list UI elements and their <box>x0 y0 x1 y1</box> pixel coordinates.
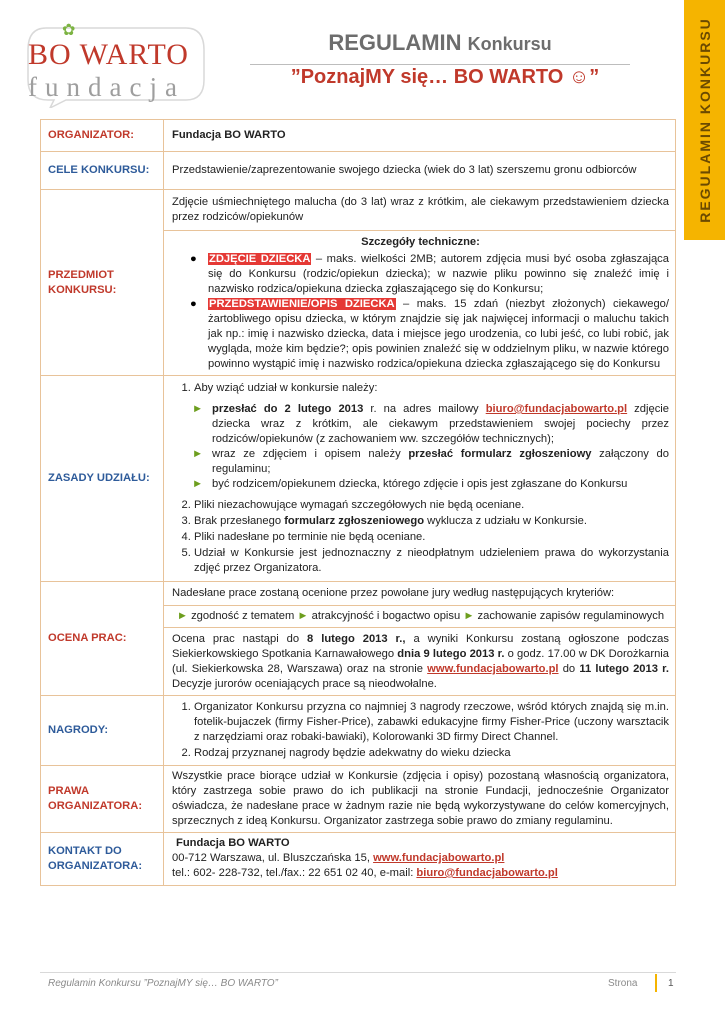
footer-title: Regulamin Konkursu ”PoznajMY się… BO WARTO” <box>48 978 278 989</box>
label-przedmiot: PRZEDMIOT KONKURSU: <box>41 190 164 376</box>
label-prawa: PRAWA ORGANIZATORA: <box>41 766 164 833</box>
ocena-p4-bold: 11 lutego 2013 r. <box>579 663 669 675</box>
ocena-p2: a wyniki Konkursu zostaną ogłoszone podczas Siekierkowskiego Spotkania Karnawałowego <box>172 633 670 660</box>
arrow-right-icon: ► <box>297 610 309 622</box>
footer-page-number: 1 <box>668 978 674 989</box>
row-prawa <box>41 766 676 833</box>
email-link[interactable]: biuro@fundacjabowarto.pl <box>485 403 628 415</box>
footer-divider <box>40 972 676 973</box>
side-tab <box>684 0 725 240</box>
zasady-sub-2-pre: wraz ze zdjęciem i opisem należy <box>212 448 409 460</box>
footer-page-label: Strona <box>608 978 638 989</box>
zasady-list <box>172 381 669 576</box>
zasady-sub-3-text: być rodzicem/opiekunem dziecka, którego zdjęcie i opis jest zgłaszane do Konkursu <box>212 478 628 490</box>
zasady-sub-1 <box>192 402 669 447</box>
arrow-right-icon: ► <box>192 403 204 415</box>
zasady-sub-1-pre: r. na adres mailowy <box>363 403 486 415</box>
tech-item-photo <box>172 252 669 297</box>
footer-separator <box>655 974 657 992</box>
value-prawa: Wszystkie prace biorące udział w Konkursie (zdjęcia i opisy) pozostaną własnością organizatora, który zastrzega sobie prawo do ich publikacji na stronie Fundacji, jednocześnie Organizator oświadcza, że nadesłane prace w żadnym razie nie będą wykorzystywane do celów komercyjnych, sprzecznych z ideą Konkursu. Organizator zastrzega sobie prawo do zmiany regulaminu. <box>164 766 676 833</box>
ocena-p2-bold: dnia 9 lutego 2013 r. <box>397 648 505 660</box>
zasady-sub-2-post: załączony do regulaminu; <box>212 448 669 475</box>
arrow-right-icon: ► <box>176 610 188 622</box>
kontakt-cell <box>164 833 676 886</box>
arrow-right-icon: ► <box>463 610 475 622</box>
bullet-icon: ● <box>190 298 197 310</box>
foundation-logo <box>22 18 212 113</box>
label-ocena: OCENA PRAC: <box>41 582 164 696</box>
zasady-sublist <box>172 402 669 492</box>
zasady-cell <box>164 376 676 582</box>
kontakt-phone-text: tel.: 602- 228-732, tel./fax.: 22 651 02 40, e-mail: <box>172 867 417 879</box>
zasady-sub-2-bold: przesłać formularz zgłoszeniowy <box>408 448 592 460</box>
zasady-sub-1-bold: przesłać do 2 lutego 2013 <box>212 403 364 415</box>
ocena-intro: Nadesłane prace zostaną ocenione przez powołane jury według następujących kryteriów: <box>172 587 615 599</box>
title-main: REGULAMIN <box>328 30 462 55</box>
zasady-item-3 <box>194 514 669 529</box>
row-cele <box>41 152 676 190</box>
ocena-criteria <box>164 606 675 628</box>
logo-bottom-text: fundacja <box>28 72 185 102</box>
tech-item-photo-text: – maks. wielkości 2MB; autorem zdjęcia musi być osoba zgłaszająca się do Konkursu (rodzic/opiekun dziecka); w nazwie pliku powinno się znaleźć imię i nazwisko rodzica/opiekuna dziecka zgłaszającego się do Konkursu; <box>208 253 669 295</box>
tech-list <box>172 252 669 372</box>
zasady-item-2: 2. Pliki niezachowujące wymagań szczegółowych nie będą oceniane. <box>194 498 669 513</box>
kontakt-address-text: 00-712 Warszawa, ul. Bluszczańska 15, <box>172 852 374 864</box>
zasady-sub-3 <box>192 477 669 492</box>
kontakt-name: Fundacja BO WARTO <box>176 837 290 849</box>
ocena-p3: o godz. 17.00 w DK Dorożkarnia (ul. Siekierkowska 28, Warszawa) oraz na stronie <box>172 648 669 675</box>
label-zasady: ZASADY UDZIAŁU: <box>41 376 164 582</box>
tech-details <box>164 231 675 376</box>
przedmiot-cell <box>164 190 676 376</box>
ocena-details <box>164 628 675 696</box>
tech-title: Szczegóły techniczne: <box>361 236 480 248</box>
nagrody-cell <box>164 696 676 766</box>
flower-icon: ✿ <box>62 22 76 39</box>
label-cele: CELE KONKURSU: <box>41 152 164 190</box>
zasady-item-3-post: wyklucza z udziału w Konkursie. <box>424 515 587 527</box>
website-link[interactable]: www.fundacjabowarto.pl <box>427 663 559 675</box>
contest-name: ”PoznajMY się… BO WARTO ☺” <box>290 66 600 88</box>
nagrody-item-2: 2. Rodzaj przyznanej nagrody będzie adekwatny do wieku dziecka <box>194 746 669 761</box>
zasady-item-1-text: Aby wziąć udział w konkursie należy: <box>194 382 378 394</box>
bullet-icon: ● <box>190 253 197 265</box>
label-kontakt: KONTAKT DO ORGANIZATORA: <box>41 833 164 886</box>
tech-item-photo-highlight: ZDJĘCIE DZIECKA <box>209 253 311 265</box>
zasady-item-5: 5. Udział w Konkursie jest jednoznaczny z nieodpłatnym udzieleniem prawa do wykorzystania zdjęć przez Organizatora. <box>194 546 669 576</box>
nagrody-item-1: 1. Organizator Konkursu przyzna co najmniej 3 nagrody rzeczowe, wśród których znajdą się m.in. fotelik-bujaczek (firmy Fisher-Price), zabawki edukacyjne firmy Fisher-Price (uczony warsztacik z narzędziami oraz robaki-bawiaki), Kolorowanki 3D firmy Direct Channel. <box>194 700 669 745</box>
tech-item-description-highlight: PRZEDSTAWIENIE/OPIS DZIECKA <box>209 298 395 310</box>
przedmiot-subtable <box>164 190 675 375</box>
przedmiot-intro: Zdjęcie uśmiechniętego malucha (do 3 lat) wraz z krótkim, ale ciekawym przedstawieniem dziecka przez rodziców/opiekunów <box>172 196 669 223</box>
tech-item-description-text: – maks. 15 zdań (niezbyt złożonych) ciekawego/żartobliwego opisu dziecka, w którym znajdzie się jak najwięcej informacji o maluchu takich jak np.: imię i nazwisko dziecka, data i miejsce jego urodzenia, co lubi jeść, co lubi robić, jak wygląda, może kim będzie?; opis powinien znaleźć się w oddzielnym pliku, w nazwie którego powinno wystąpić imię i nazwisko rodzica/opiekuna dziecka zgłaszającego się do Konkursu <box>208 298 670 370</box>
kontakt-address <box>172 851 669 866</box>
ocena-subtable <box>164 582 675 695</box>
criterion-2: atrakcyjność i bogactwo opisu <box>311 610 461 622</box>
row-kontakt <box>41 833 676 886</box>
zasady-sub-1-post: zdjęcie dziecka wraz z krótkim, ale ciekawym przedstawieniem swojej pociechy przez rodziców/opiekunów (z zachowaniem ww. szczegółów technicznych); <box>212 403 670 445</box>
criterion-1: zgodność z tematem <box>191 610 295 622</box>
nagrody-list <box>172 700 669 761</box>
rules-table <box>40 119 676 886</box>
label-nagrody: NAGRODY: <box>41 696 164 766</box>
ocena-p1-bold: 8 lutego 2013 r., <box>307 633 406 645</box>
side-tab-label: REGULAMIN KONKURSU <box>696 17 713 223</box>
tech-item-description <box>172 297 669 372</box>
zasady-item-4: 4. Pliki nadesłane po terminie nie będą oceniane. <box>194 530 669 545</box>
title-small: Konkursu <box>467 34 552 54</box>
zasady-item-1 <box>194 381 669 492</box>
value-cele: Przedstawienie/zaprezentowanie swojego dziecka (wiek do 3 lat) szerszemu gronu odbiorców <box>164 152 676 190</box>
row-organizator <box>41 120 676 152</box>
kontakt-email-link[interactable]: biuro@fundacjabowarto.pl <box>416 867 558 879</box>
row-zasady <box>41 376 676 582</box>
row-przedmiot <box>41 190 676 376</box>
ocena-cell <box>164 582 676 696</box>
ocena-p4: do <box>558 663 580 675</box>
zasady-item-3-pre: Brak przesłanego <box>194 515 285 527</box>
arrow-right-icon: ► <box>192 448 204 460</box>
kontakt-phone <box>172 866 669 881</box>
arrow-right-icon: ► <box>192 478 204 490</box>
kontakt-website-link[interactable]: www.fundacjabowarto.pl <box>373 852 505 864</box>
criterion-3: zachowanie zapisów regulaminowych <box>477 610 665 622</box>
ocena-p5: Decyzje jurorów oceniających prace są nieodwołalne. <box>172 678 437 690</box>
label-organizator: ORGANIZATOR: <box>41 120 164 152</box>
title-divider <box>250 64 630 65</box>
zasady-sub-2 <box>192 447 669 477</box>
value-organizator: Fundacja BO WARTO <box>164 120 676 152</box>
zasady-item-3-bold: formularz zgłoszeniowego <box>284 515 425 527</box>
ocena-p1: Ocena prac nastąpi do <box>172 633 308 645</box>
document-title <box>290 30 590 56</box>
row-nagrody <box>41 696 676 766</box>
row-ocena <box>41 582 676 696</box>
logo-top-text: BO WARTO <box>28 38 189 71</box>
